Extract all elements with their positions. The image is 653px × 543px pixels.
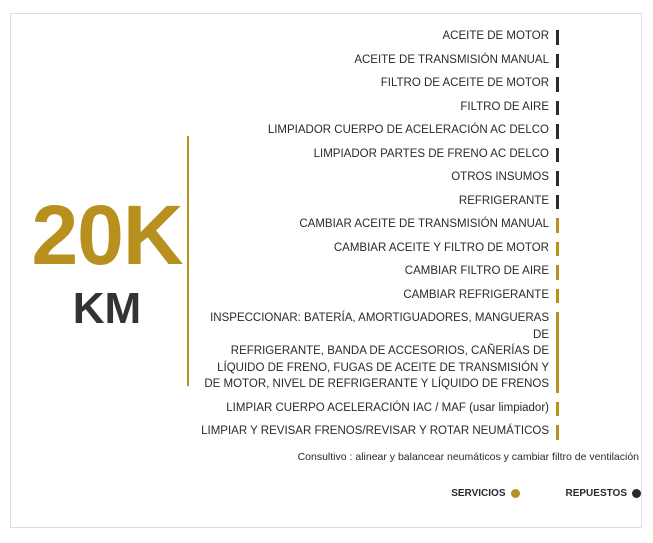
list-item-label: LIMPIAR CUERPO ACELERACIÓN IAC / MAF (usar limpiador) bbox=[226, 401, 549, 414]
list-item bbox=[199, 240, 559, 257]
list-item bbox=[199, 423, 559, 440]
servicio-marker-icon bbox=[556, 218, 559, 233]
list-item-label: CAMBIAR FILTRO DE AIRE bbox=[404, 265, 549, 277]
repuesto-marker-icon bbox=[556, 148, 559, 163]
servicio-marker-icon bbox=[556, 289, 559, 304]
servicio-marker-icon bbox=[556, 312, 559, 393]
list-item bbox=[199, 99, 559, 116]
legend bbox=[451, 488, 641, 499]
list-item bbox=[199, 52, 559, 69]
legend-repuestos bbox=[566, 488, 642, 499]
list-item-label: FILTRO DE ACEITE DE MOTOR bbox=[380, 77, 549, 89]
list-item bbox=[199, 28, 559, 45]
repuesto-marker-icon bbox=[556, 77, 559, 92]
legend-repuestos-label: REPUESTOS bbox=[565, 488, 627, 499]
mileage-value: 20K bbox=[31, 188, 183, 282]
dark-dot-icon bbox=[632, 489, 641, 498]
list-item-label: REFRIGERANTE bbox=[458, 194, 549, 207]
list-item bbox=[199, 216, 559, 233]
list-item bbox=[199, 146, 559, 163]
mileage-unit: KM bbox=[72, 284, 142, 333]
list-item bbox=[199, 193, 559, 210]
legend-servicios-label: SERVICIOS bbox=[451, 488, 506, 499]
list-item bbox=[199, 400, 559, 417]
list-item-label: ACEITE DE TRANSMISIÓN MANUAL bbox=[354, 53, 549, 66]
servicio-marker-icon bbox=[556, 425, 559, 440]
servicio-marker-icon bbox=[556, 402, 559, 417]
list-item-label: LIMPIADOR PARTES DE FRENO AC DELCO bbox=[313, 147, 549, 160]
legend-servicios bbox=[451, 488, 519, 499]
list-item-label: FILTRO DE AIRE bbox=[460, 100, 549, 113]
list-item-label: LIMPIAR Y REVISAR FRENOS/REVISAR Y ROTAR NEUMÁTICOS bbox=[201, 425, 549, 437]
list-item bbox=[199, 122, 559, 139]
repuesto-marker-icon bbox=[556, 101, 559, 116]
list-item-label: LIMPIADOR CUERPO DE ACELERACIÓN AC DELCO bbox=[267, 124, 549, 136]
repuesto-marker-icon bbox=[556, 195, 559, 210]
mileage-block bbox=[27, 188, 187, 333]
gold-dot-icon bbox=[511, 489, 520, 498]
list-item-label: CAMBIAR REFRIGERANTE bbox=[403, 288, 549, 301]
advisory-note: Consultivo : alinear y balancear neumáticos y cambiar filtro de ventilación bbox=[297, 451, 639, 463]
servicio-marker-icon bbox=[556, 242, 559, 257]
list-item bbox=[199, 75, 559, 92]
list-item-label: INSPECCIONAR: BATERÍA, AMORTIGUADORES, MANGUERAS DE REFRIGERANTE, BANDA DE ACCESORIOS, CAÑERÍAS DE LÍQUIDO DE FRENO, FUGAS DE ACEITE DE TRANSMISIÓN Y DE MOTOR, NIVEL DE REFRIGERANTE Y LÍQUIDO DE FRENOS bbox=[204, 312, 549, 390]
list-item bbox=[199, 263, 559, 280]
repuesto-marker-icon bbox=[556, 54, 559, 69]
repuesto-marker-icon bbox=[556, 124, 559, 139]
repuesto-marker-icon bbox=[556, 30, 559, 45]
list-item-label: ACEITE DE MOTOR bbox=[442, 30, 549, 42]
repuesto-marker-icon bbox=[556, 171, 559, 186]
list-item-label: CAMBIAR ACEITE DE TRANSMISIÓN MANUAL bbox=[299, 218, 549, 230]
list-item-label: CAMBIAR ACEITE Y FILTRO DE MOTOR bbox=[333, 241, 549, 254]
divider-line bbox=[187, 136, 189, 386]
list-item bbox=[199, 310, 559, 393]
list-item bbox=[199, 287, 559, 304]
list-item-label: OTROS INSUMOS bbox=[451, 171, 549, 183]
maintenance-items-list bbox=[199, 28, 559, 447]
servicio-marker-icon bbox=[556, 265, 559, 280]
list-item bbox=[199, 169, 559, 186]
